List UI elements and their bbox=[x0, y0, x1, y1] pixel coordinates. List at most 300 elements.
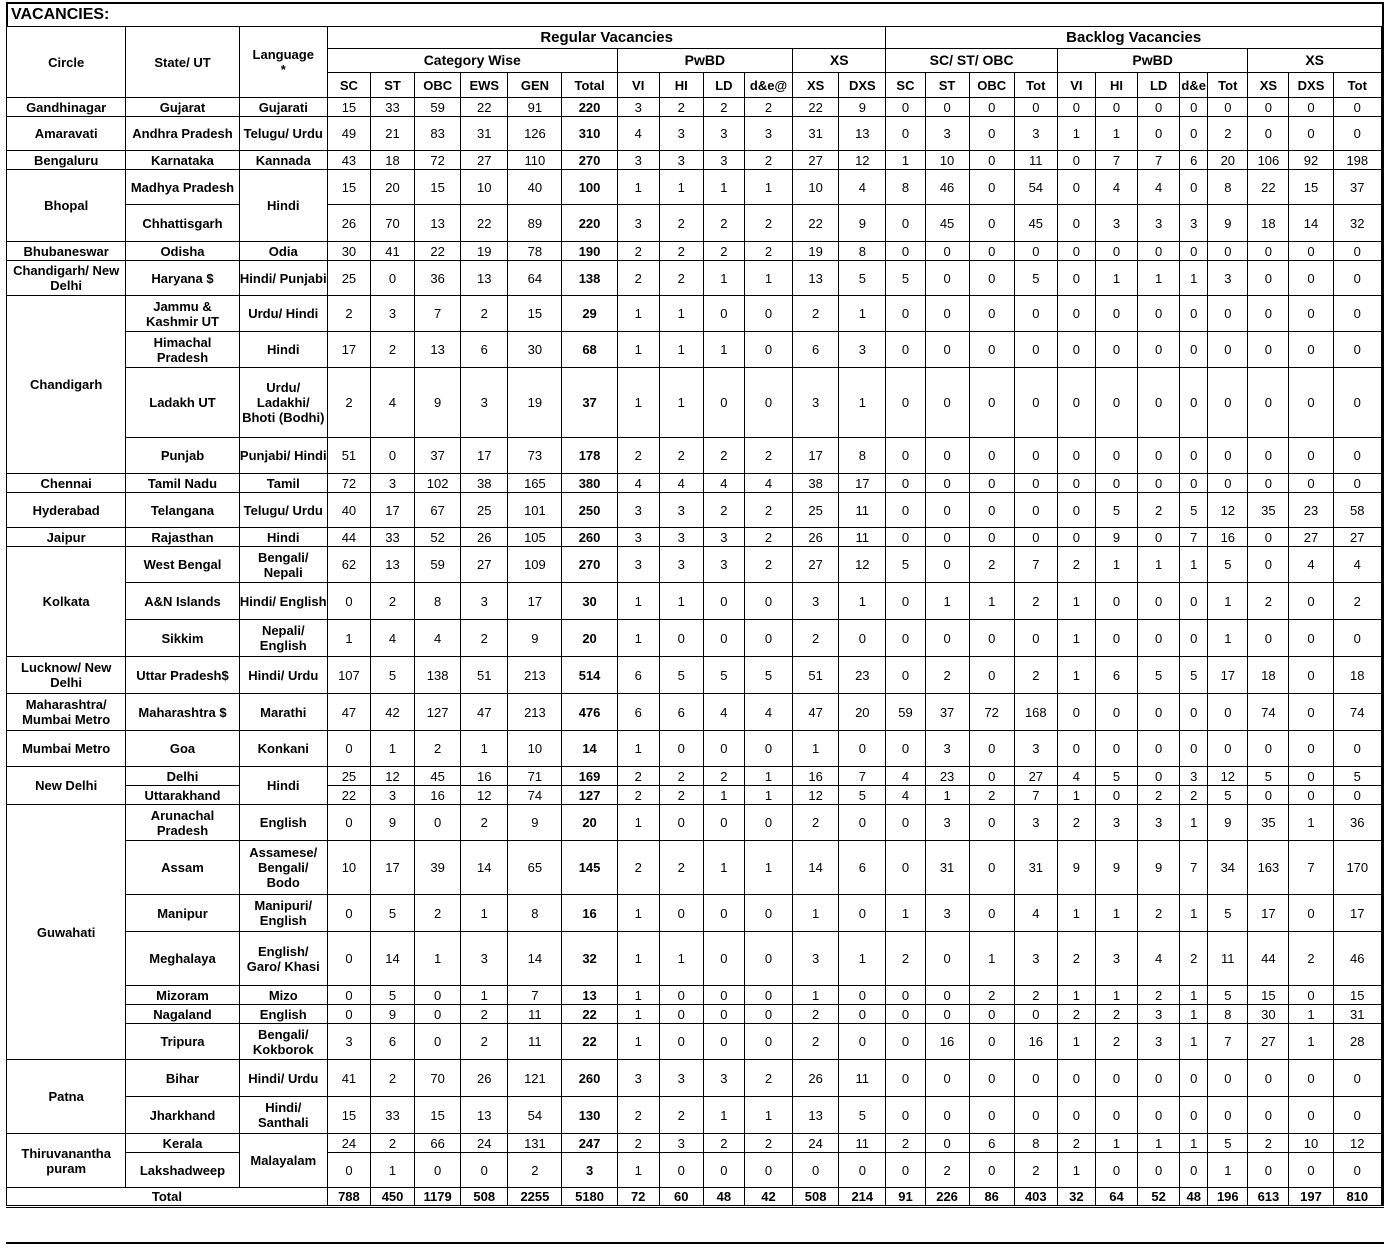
value-cell: 2 bbox=[703, 98, 744, 117]
value-cell: 0 bbox=[969, 117, 1014, 151]
value-cell: 1 bbox=[1057, 1024, 1095, 1060]
bottom-border bbox=[6, 1242, 1384, 1248]
value-cell: 0 bbox=[886, 528, 925, 547]
value-cell: 121 bbox=[508, 1060, 562, 1097]
value-cell: 2 bbox=[744, 438, 792, 474]
value-cell: 0 bbox=[1208, 1097, 1248, 1134]
value-cell: 213 bbox=[508, 694, 562, 731]
value-cell: 247 bbox=[562, 1134, 617, 1153]
value-cell: 35 bbox=[1248, 805, 1289, 841]
value-cell: 1 bbox=[1180, 986, 1208, 1005]
value-cell: 46 bbox=[925, 170, 969, 205]
value-cell: 0 bbox=[744, 895, 792, 932]
value-cell: 0 bbox=[415, 1005, 461, 1024]
value-cell: 0 bbox=[886, 242, 925, 261]
value-cell: 1 bbox=[617, 332, 659, 368]
language-cell: Bengali/ Kokborok bbox=[239, 1024, 327, 1060]
value-cell: 27 bbox=[461, 151, 508, 170]
value-cell: 5 bbox=[839, 1097, 886, 1134]
value-cell: 2 bbox=[744, 151, 792, 170]
value-cell: 37 bbox=[1333, 170, 1382, 205]
value-cell: 0 bbox=[1248, 547, 1289, 583]
value-cell: 0 bbox=[1057, 694, 1095, 731]
header-xs: XS bbox=[793, 49, 886, 73]
value-cell: 2 bbox=[617, 1097, 659, 1134]
value-cell: 0 bbox=[969, 332, 1014, 368]
value-cell: 3 bbox=[659, 1060, 703, 1097]
value-cell: 12 bbox=[839, 151, 886, 170]
value-cell: 59 bbox=[415, 98, 461, 117]
value-cell: 2 bbox=[327, 368, 370, 438]
value-cell: 220 bbox=[562, 98, 617, 117]
value-cell: 4 bbox=[1095, 170, 1137, 205]
value-cell: 24 bbox=[327, 1134, 370, 1153]
value-cell: 24 bbox=[461, 1134, 508, 1153]
value-cell: 22 bbox=[461, 98, 508, 117]
value-cell: 3 bbox=[370, 474, 414, 493]
value-cell: 2 bbox=[744, 1134, 792, 1153]
value-cell: 5 bbox=[703, 657, 744, 694]
value-cell: 27 bbox=[1248, 1024, 1289, 1060]
state-cell: Goa bbox=[126, 731, 239, 767]
value-cell: 0 bbox=[703, 731, 744, 767]
value-cell: 11 bbox=[839, 493, 886, 528]
value-cell: 15 bbox=[327, 170, 370, 205]
value-cell: 3 bbox=[370, 296, 414, 332]
value-cell: 18 bbox=[1248, 657, 1289, 694]
state-cell: Uttarakhand bbox=[126, 786, 239, 805]
value-cell: 0 bbox=[969, 205, 1014, 242]
column-header: SC bbox=[327, 73, 370, 98]
value-cell: 3 bbox=[1208, 261, 1248, 296]
value-cell: 0 bbox=[1095, 368, 1137, 438]
value-cell: 2 bbox=[1138, 986, 1180, 1005]
language-cell: Assamese/ Bengali/ Bodo bbox=[239, 841, 327, 895]
value-cell: 16 bbox=[1014, 1024, 1057, 1060]
value-cell: 74 bbox=[508, 786, 562, 805]
value-cell: 7 bbox=[839, 767, 886, 786]
value-cell: 1 bbox=[1057, 620, 1095, 657]
value-cell: 0 bbox=[1095, 98, 1137, 117]
total-value-cell: 403 bbox=[1014, 1188, 1057, 1207]
value-cell: 10 bbox=[925, 151, 969, 170]
value-cell: 5 bbox=[1248, 767, 1289, 786]
value-cell: 0 bbox=[925, 474, 969, 493]
value-cell: 4 bbox=[370, 620, 414, 657]
value-cell: 8 bbox=[508, 895, 562, 932]
value-cell: 7 bbox=[1014, 786, 1057, 805]
value-cell: 5 bbox=[1208, 786, 1248, 805]
value-cell: 25 bbox=[793, 493, 839, 528]
value-cell: 67 bbox=[415, 493, 461, 528]
value-cell: 1 bbox=[703, 1097, 744, 1134]
value-cell: 31 bbox=[1333, 1005, 1382, 1024]
value-cell: 49 bbox=[327, 117, 370, 151]
value-cell: 2 bbox=[703, 205, 744, 242]
value-cell: 2 bbox=[659, 1097, 703, 1134]
value-cell: 37 bbox=[925, 694, 969, 731]
circle-cell: Kolkata bbox=[7, 547, 126, 657]
value-cell: 0 bbox=[1248, 474, 1289, 493]
value-cell: 0 bbox=[703, 1153, 744, 1188]
value-cell: 0 bbox=[744, 332, 792, 368]
value-cell: 0 bbox=[1248, 117, 1289, 151]
column-header: XS bbox=[793, 73, 839, 98]
value-cell: 1 bbox=[617, 986, 659, 1005]
value-cell: 9 bbox=[370, 1005, 414, 1024]
value-cell: 0 bbox=[925, 1134, 969, 1153]
value-cell: 17 bbox=[793, 438, 839, 474]
language-cell: Hindi bbox=[239, 528, 327, 547]
value-cell: 2 bbox=[659, 98, 703, 117]
value-cell: 2 bbox=[1180, 786, 1208, 805]
value-cell: 0 bbox=[1057, 438, 1095, 474]
value-cell: 12 bbox=[1208, 493, 1248, 528]
value-cell: 0 bbox=[1014, 493, 1057, 528]
value-cell: 40 bbox=[327, 493, 370, 528]
value-cell: 7 bbox=[508, 986, 562, 1005]
value-cell: 0 bbox=[1289, 332, 1333, 368]
value-cell: 0 bbox=[659, 1005, 703, 1024]
value-cell: 0 bbox=[839, 1153, 886, 1188]
total-value-cell: 788 bbox=[327, 1188, 370, 1207]
value-cell: 1 bbox=[617, 296, 659, 332]
value-cell: 0 bbox=[886, 368, 925, 438]
total-value-cell: 613 bbox=[1248, 1188, 1289, 1207]
circle-cell: Amaravati bbox=[7, 117, 126, 151]
value-cell: 0 bbox=[839, 1024, 886, 1060]
value-cell: 3 bbox=[1138, 1024, 1180, 1060]
value-cell: 36 bbox=[1333, 805, 1382, 841]
value-cell: 0 bbox=[1333, 117, 1382, 151]
table-row bbox=[7, 474, 1383, 493]
value-cell: 0 bbox=[744, 1153, 792, 1188]
value-cell: 0 bbox=[925, 547, 969, 583]
value-cell: 9 bbox=[839, 205, 886, 242]
header-backlog-xs: XS bbox=[1248, 49, 1383, 73]
value-cell: 1 bbox=[617, 1024, 659, 1060]
value-cell: 0 bbox=[969, 1153, 1014, 1188]
value-cell: 3 bbox=[562, 1153, 617, 1188]
value-cell: 16 bbox=[925, 1024, 969, 1060]
value-cell: 1 bbox=[1138, 261, 1180, 296]
state-cell: Madhya Pradesh bbox=[126, 170, 239, 205]
value-cell: 0 bbox=[659, 1153, 703, 1188]
value-cell: 3 bbox=[793, 368, 839, 438]
value-cell: 22 bbox=[562, 1024, 617, 1060]
value-cell: 0 bbox=[1095, 583, 1137, 620]
value-cell: 0 bbox=[415, 1153, 461, 1188]
value-cell: 4 bbox=[1333, 547, 1382, 583]
value-cell: 2 bbox=[1289, 932, 1333, 986]
value-cell: 14 bbox=[461, 841, 508, 895]
value-cell: 5 bbox=[886, 547, 925, 583]
value-cell: 17 bbox=[1333, 895, 1382, 932]
value-cell: 72 bbox=[415, 151, 461, 170]
table-row bbox=[7, 1097, 1383, 1134]
value-cell: 0 bbox=[1057, 731, 1095, 767]
value-cell: 0 bbox=[1248, 1153, 1289, 1188]
value-cell: 4 bbox=[617, 474, 659, 493]
state-cell: Arunachal Pradesh bbox=[126, 805, 239, 841]
value-cell: 1 bbox=[793, 986, 839, 1005]
value-cell: 3 bbox=[461, 583, 508, 620]
value-cell: 2 bbox=[744, 528, 792, 547]
value-cell: 0 bbox=[969, 528, 1014, 547]
language-cell: Telugu/ Urdu bbox=[239, 117, 327, 151]
value-cell: 2 bbox=[1057, 1005, 1095, 1024]
value-cell: 3 bbox=[617, 205, 659, 242]
value-cell: 12 bbox=[1208, 767, 1248, 786]
header-language-label: Language bbox=[252, 47, 314, 62]
value-cell: 2 bbox=[744, 98, 792, 117]
value-cell: 0 bbox=[1248, 296, 1289, 332]
value-cell: 9 bbox=[839, 98, 886, 117]
value-cell: 0 bbox=[1180, 242, 1208, 261]
table-row bbox=[7, 1134, 1383, 1153]
language-cell: Nepali/ English bbox=[239, 620, 327, 657]
value-cell: 0 bbox=[327, 1005, 370, 1024]
value-cell: 3 bbox=[703, 547, 744, 583]
value-cell: 8 bbox=[1208, 1005, 1248, 1024]
value-cell: 3 bbox=[1014, 731, 1057, 767]
value-cell: 51 bbox=[793, 657, 839, 694]
state-cell: Jammu & Kashmir UT bbox=[126, 296, 239, 332]
value-cell: 0 bbox=[703, 1024, 744, 1060]
value-cell: 25 bbox=[461, 493, 508, 528]
total-value-cell: 91 bbox=[886, 1188, 925, 1207]
value-cell: 0 bbox=[1057, 296, 1095, 332]
value-cell: 0 bbox=[1014, 98, 1057, 117]
value-cell: 11 bbox=[839, 528, 886, 547]
value-cell: 0 bbox=[1289, 895, 1333, 932]
value-cell: 78 bbox=[508, 242, 562, 261]
value-cell: 91 bbox=[508, 98, 562, 117]
value-cell: 1 bbox=[744, 1097, 792, 1134]
value-cell: 92 bbox=[1289, 151, 1333, 170]
value-cell: 22 bbox=[415, 242, 461, 261]
total-value-cell: 60 bbox=[659, 1188, 703, 1207]
value-cell: 0 bbox=[659, 620, 703, 657]
value-cell: 9 bbox=[1208, 205, 1248, 242]
value-cell: 0 bbox=[925, 261, 969, 296]
header-category-wise: Category Wise bbox=[327, 49, 617, 73]
value-cell: 2 bbox=[703, 1134, 744, 1153]
value-cell: 9 bbox=[1138, 841, 1180, 895]
value-cell: 250 bbox=[562, 493, 617, 528]
value-cell: 2 bbox=[415, 731, 461, 767]
value-cell: 5 bbox=[886, 261, 925, 296]
value-cell: 1 bbox=[1057, 1153, 1095, 1188]
value-cell: 0 bbox=[969, 170, 1014, 205]
value-cell: 3 bbox=[1014, 805, 1057, 841]
value-cell: 2 bbox=[744, 493, 792, 528]
value-cell: 380 bbox=[562, 474, 617, 493]
value-cell: 0 bbox=[1180, 170, 1208, 205]
value-cell: 3 bbox=[1014, 117, 1057, 151]
value-cell: 51 bbox=[327, 438, 370, 474]
value-cell: 41 bbox=[327, 1060, 370, 1097]
value-cell: 38 bbox=[461, 474, 508, 493]
value-cell: 3 bbox=[461, 368, 508, 438]
table-row bbox=[7, 296, 1383, 332]
value-cell: 0 bbox=[415, 1024, 461, 1060]
state-cell: Chhattisgarh bbox=[126, 205, 239, 242]
header-language-mark: * bbox=[280, 62, 286, 77]
total-value-cell: 72 bbox=[617, 1188, 659, 1207]
value-cell: 4 bbox=[744, 694, 792, 731]
value-cell: 0 bbox=[1014, 368, 1057, 438]
table-row bbox=[7, 547, 1383, 583]
value-cell: 13 bbox=[415, 205, 461, 242]
value-cell: 1 bbox=[617, 895, 659, 932]
value-cell: 1 bbox=[617, 932, 659, 986]
total-value-cell: 508 bbox=[793, 1188, 839, 1207]
state-cell: Himachal Pradesh bbox=[126, 332, 239, 368]
value-cell: 127 bbox=[415, 694, 461, 731]
language-cell: Kannada bbox=[239, 151, 327, 170]
value-cell: 3 bbox=[1095, 932, 1137, 986]
total-label: Total bbox=[7, 1188, 328, 1207]
value-cell: 0 bbox=[1333, 731, 1382, 767]
value-cell: 2 bbox=[659, 786, 703, 805]
value-cell: 2 bbox=[659, 261, 703, 296]
value-cell: 0 bbox=[1057, 528, 1095, 547]
value-cell: 0 bbox=[1057, 170, 1095, 205]
value-cell: 5 bbox=[1180, 493, 1208, 528]
value-cell: 7 bbox=[1180, 841, 1208, 895]
value-cell: 0 bbox=[1095, 786, 1137, 805]
value-cell: 1 bbox=[703, 261, 744, 296]
column-header: d&e@ bbox=[744, 73, 792, 98]
value-cell: 1 bbox=[886, 151, 925, 170]
value-cell: 2 bbox=[886, 932, 925, 986]
value-cell: 178 bbox=[562, 438, 617, 474]
value-cell: 0 bbox=[1095, 1097, 1137, 1134]
state-cell: Jharkhand bbox=[126, 1097, 239, 1134]
column-header: Tot bbox=[1208, 73, 1248, 98]
column-header: Total bbox=[562, 73, 617, 98]
value-cell: 1 bbox=[1095, 1134, 1137, 1153]
value-cell: 1 bbox=[1095, 895, 1137, 932]
value-cell: 1 bbox=[659, 932, 703, 986]
value-cell: 47 bbox=[461, 694, 508, 731]
value-cell: 0 bbox=[969, 805, 1014, 841]
value-cell: 127 bbox=[562, 786, 617, 805]
value-cell: 12 bbox=[370, 767, 414, 786]
value-cell: 31 bbox=[461, 117, 508, 151]
value-cell: 0 bbox=[839, 1005, 886, 1024]
circle-cell: Lucknow/ New Delhi bbox=[7, 657, 126, 694]
value-cell: 2 bbox=[793, 1005, 839, 1024]
value-cell: 73 bbox=[508, 438, 562, 474]
value-cell: 1 bbox=[1208, 1153, 1248, 1188]
value-cell: 27 bbox=[793, 151, 839, 170]
header-backlog-vacancies: Backlog Vacancies bbox=[886, 27, 1383, 49]
value-cell: 106 bbox=[1248, 151, 1289, 170]
value-cell: 0 bbox=[1208, 474, 1248, 493]
value-cell: 0 bbox=[703, 368, 744, 438]
value-cell: 0 bbox=[839, 620, 886, 657]
value-cell: 0 bbox=[925, 986, 969, 1005]
total-value-cell: 810 bbox=[1333, 1188, 1382, 1207]
value-cell: 14 bbox=[370, 932, 414, 986]
value-cell: 64 bbox=[508, 261, 562, 296]
value-cell: 6 bbox=[617, 694, 659, 731]
value-cell: 1 bbox=[659, 332, 703, 368]
value-cell: 1 bbox=[1208, 583, 1248, 620]
value-cell: 0 bbox=[793, 1153, 839, 1188]
value-cell: 0 bbox=[1138, 1153, 1180, 1188]
table-row bbox=[7, 1060, 1383, 1097]
value-cell: 138 bbox=[415, 657, 461, 694]
value-cell: 1 bbox=[617, 368, 659, 438]
value-cell: 0 bbox=[1180, 117, 1208, 151]
value-cell: 26 bbox=[461, 528, 508, 547]
value-cell: 0 bbox=[1138, 296, 1180, 332]
value-cell: 0 bbox=[1138, 117, 1180, 151]
total-value-cell: 48 bbox=[703, 1188, 744, 1207]
value-cell: 0 bbox=[461, 1153, 508, 1188]
value-cell: 0 bbox=[1095, 438, 1137, 474]
value-cell: 1 bbox=[1208, 620, 1248, 657]
value-cell: 1 bbox=[659, 296, 703, 332]
column-header: OBC bbox=[415, 73, 461, 98]
value-cell: 17 bbox=[370, 493, 414, 528]
value-cell: 270 bbox=[562, 547, 617, 583]
value-cell: 70 bbox=[415, 1060, 461, 1097]
value-cell: 3 bbox=[659, 1134, 703, 1153]
value-cell: 36 bbox=[415, 261, 461, 296]
value-cell: 52 bbox=[415, 528, 461, 547]
value-cell: 0 bbox=[839, 731, 886, 767]
value-cell: 2 bbox=[744, 1060, 792, 1097]
column-header: LD bbox=[1138, 73, 1180, 98]
value-cell: 3 bbox=[793, 583, 839, 620]
value-cell: 0 bbox=[327, 932, 370, 986]
language-cell: English/ Garo/ Khasi bbox=[239, 932, 327, 986]
value-cell: 0 bbox=[1057, 151, 1095, 170]
circle-cell: Gandhinagar bbox=[7, 98, 126, 117]
table-row bbox=[7, 731, 1383, 767]
value-cell: 1 bbox=[839, 368, 886, 438]
value-cell: 0 bbox=[1333, 1097, 1382, 1134]
column-header: GEN bbox=[508, 73, 562, 98]
language-cell: Marathi bbox=[239, 694, 327, 731]
value-cell: 15 bbox=[1333, 986, 1382, 1005]
value-cell: 0 bbox=[744, 932, 792, 986]
value-cell: 0 bbox=[969, 657, 1014, 694]
value-cell: 0 bbox=[1333, 474, 1382, 493]
value-cell: 68 bbox=[562, 332, 617, 368]
value-cell: 0 bbox=[1057, 1097, 1095, 1134]
value-cell: 0 bbox=[1180, 1153, 1208, 1188]
value-cell: 8 bbox=[839, 242, 886, 261]
value-cell: 310 bbox=[562, 117, 617, 151]
state-cell: Ladakh UT bbox=[126, 368, 239, 438]
value-cell: 0 bbox=[1138, 1097, 1180, 1134]
language-cell: Gujarati bbox=[239, 98, 327, 117]
value-cell: 4 bbox=[1289, 547, 1333, 583]
value-cell: 4 bbox=[703, 694, 744, 731]
value-cell: 20 bbox=[1208, 151, 1248, 170]
table-row bbox=[7, 368, 1383, 438]
value-cell: 3 bbox=[1095, 805, 1137, 841]
value-cell: 0 bbox=[327, 986, 370, 1005]
value-cell: 0 bbox=[1057, 493, 1095, 528]
value-cell: 15 bbox=[327, 1097, 370, 1134]
value-cell: 4 bbox=[1138, 170, 1180, 205]
